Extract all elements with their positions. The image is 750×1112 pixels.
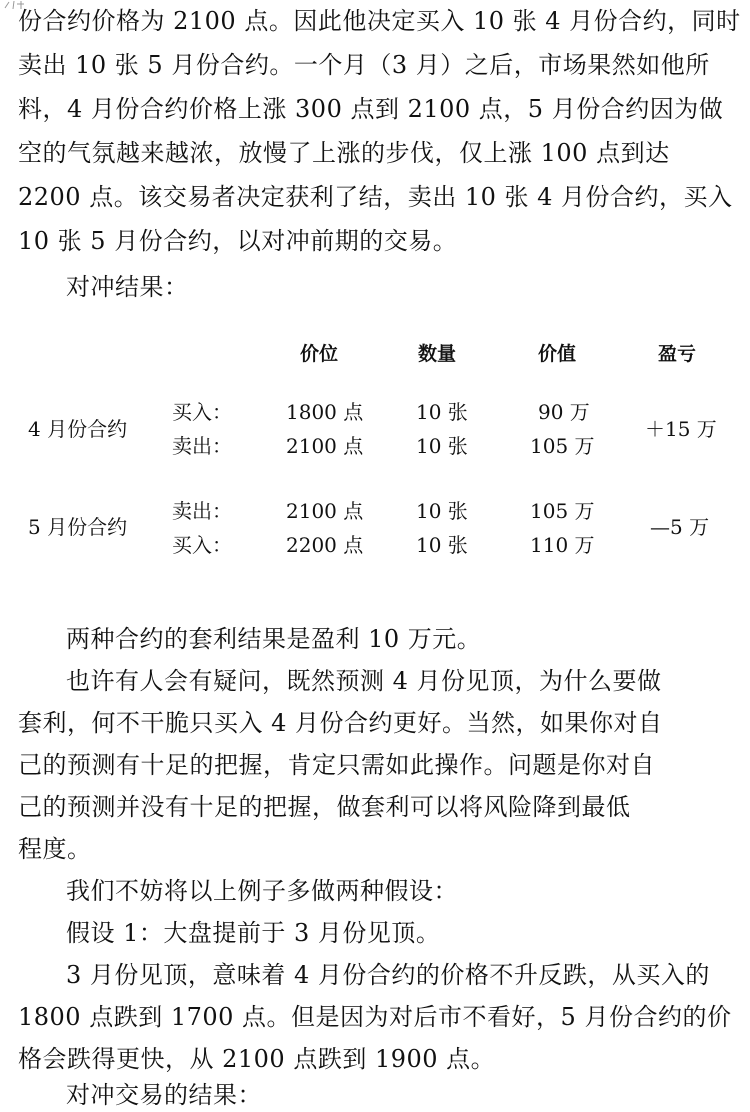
row-value: 105 万 (530, 499, 595, 523)
paragraph-2-line-5: 程度。 (18, 835, 92, 863)
row-quantity: 10 张 (416, 400, 468, 424)
paragraph-5-line-1: 3 月份见顶，意味着 4 月份合约的价格不升反跌，从买入的 (66, 961, 710, 989)
paragraph-3: 我们不妨将以上例子多做两种假设： (66, 877, 458, 905)
row-value: 110 万 (530, 533, 595, 557)
paragraph-5-line-2: 1800 点跌到 1700 点。但是因为对后市不看好，5 月份合约的价 (18, 1003, 732, 1031)
header-quantity: 数量 (418, 343, 457, 365)
header-value: 价值 (538, 343, 577, 365)
row-value: 105 万 (530, 434, 595, 458)
row-action: 买入： (172, 400, 232, 424)
hedge-result-heading: 对冲结果： (66, 273, 189, 301)
paragraph-1-line-2: 卖出 10 张 5 月份合约。一个月（3 月）之后，市场果然如他所 (18, 51, 710, 79)
contract-label-may: 5 月份合约 (28, 515, 128, 539)
row-action: 卖出： (172, 434, 232, 458)
header-pnl: 盈亏 (658, 343, 697, 365)
row-action: 卖出： (172, 499, 232, 523)
paragraph-1-line-1: 份合约价格为 2100 点。因此他决定买入 10 张 4 月份合约，同时 (18, 7, 741, 35)
paragraph-5-line-3: 格会跌得更快，从 2100 点跌到 1900 点。 (18, 1045, 496, 1073)
row-price: 2200 点 (286, 533, 364, 557)
paragraph-2-line-1: 也许有人会有疑问，既然预测 4 月份见顶，为什么要做 (66, 667, 662, 695)
hedge-trade-result-heading: 对冲交易的结果： (66, 1081, 262, 1109)
row-quantity: 10 张 (416, 499, 468, 523)
paragraph-1-line-3: 料，4 月份合约价格上涨 300 点到 2100 点，5 月份合约因为做 (18, 95, 724, 123)
row-quantity: 10 张 (416, 533, 468, 557)
summary-line: 两种合约的套利结果是盈利 10 万元。 (66, 625, 482, 653)
paragraph-1-line-5: 2200 点。该交易者决定获利了结，卖出 10 张 4 月份合约，买入 (18, 183, 733, 211)
pnl-may: —5 万 (650, 515, 710, 539)
paragraph-1-line-6: 10 张 5 月份合约，以对冲前期的交易。 (18, 227, 458, 255)
header-price: 价位 (300, 343, 339, 365)
row-action: 买入： (172, 533, 232, 557)
paragraph-2-line-2: 套利，何不干脆只买入 4 月份合约更好。当然，如果你对自 (18, 709, 663, 737)
row-price: 2100 点 (286, 499, 364, 523)
row-price: 2100 点 (286, 434, 364, 458)
contract-label-april: 4 月份合约 (28, 417, 128, 441)
assumption-1: 假设 1：大盘提前于 3 月份见顶。 (66, 919, 441, 947)
row-price: 1800 点 (286, 400, 364, 424)
paragraph-2-line-4: 己的预测并没有十足的把握，做套利可以将风险降到最低 (18, 793, 631, 821)
row-value: 90 万 (538, 400, 590, 424)
paragraph-1-line-4: 空的气氛越来越浓，放慢了上涨的步伐，仅上涨 100 点到达 (18, 139, 670, 167)
paragraph-2-line-3: 己的预测有十足的把握，肯定只需如此操作。问题是你对自 (18, 751, 655, 779)
pnl-april: ＋15 万 (645, 417, 717, 441)
row-quantity: 10 张 (416, 434, 468, 458)
